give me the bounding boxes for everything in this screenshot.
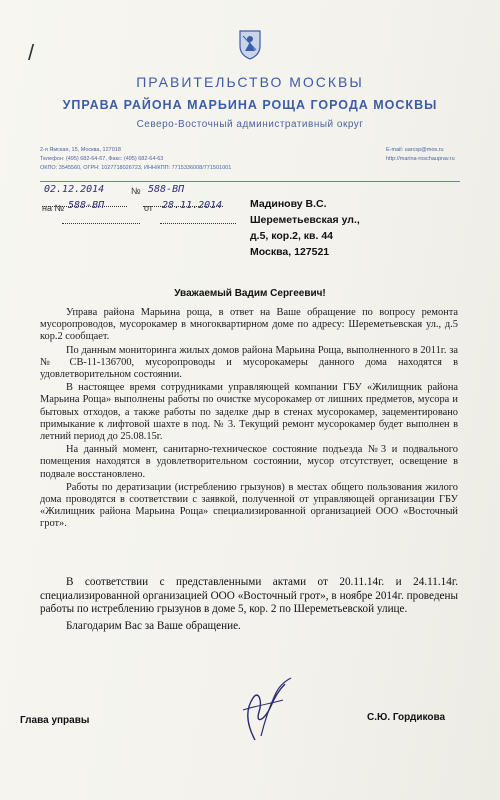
registration-number: 588-ВП: [148, 184, 185, 195]
moscow-coat-of-arms-icon: [237, 28, 263, 60]
signatory-name: С.Ю. Гордикова: [367, 712, 446, 723]
letterhead-district-office: УПРАВА РАЙОНА МАРЬИНА РОЩА ГОРОДА МОСКВЫ: [62, 98, 438, 112]
letterhead-government: ПРАВИТЕЛЬСТВО МОСКВЫ: [136, 74, 364, 90]
reference-number-line: [62, 211, 140, 224]
letter-body: [40, 307, 458, 531]
letterhead-website: http://marina-roschauprav.ru: [386, 156, 455, 162]
letter-body-continued: [40, 576, 458, 633]
reference-number: 588-ВП: [68, 200, 105, 211]
registration-date: 02.12.2014: [44, 184, 105, 195]
letterhead-codes: ОКПО: 3545560, ОГРН: 1027718026723, ИНН/КПП: 7715336008/771501001: [40, 165, 232, 171]
registration-number-sign: №: [131, 186, 141, 196]
body-paragraph: Управа района Марьина роща, в ответ на Ваше обращение по вопросу ремонта мусоропроводов, мусорокамер в многоквартирном доме по адресу: Шереметьевская ул., д.5 кор.2 сообщает.: [40, 307, 458, 343]
recipient-name: Мадинову В.С.: [250, 198, 327, 210]
reference-prefix: на №: [42, 203, 65, 213]
letterhead-address: 2-я Ямская, 15, Москва, 127018: [40, 147, 121, 153]
closing-thanks: Благодарим Вас за Ваше обращение.: [66, 619, 241, 632]
reference-date: 28.11.2014: [162, 200, 223, 211]
letterhead-okrug: Северо-Восточный административный округ: [136, 119, 364, 130]
recipient-building: д.5, кор.2, кв. 44: [250, 230, 334, 242]
recipient-street: Шереметьевская ул.,: [250, 214, 360, 226]
body-paragraph: В настоящее время сотрудниками управляющей компании ГБУ «Жилищник района Марьина Роща» выполнены работы по очистке мусорокамер от лишних предметов, мусора и бытовых отходов, а также работы по заделке дыр в стенах мусорокамер, зацементировано примыкание к лифтовой шахте в под. № 3. Текущий ремонт мусорокамер будет выполнен в летний период до 25.08.15г.: [40, 382, 458, 443]
letterhead-phone: Телефон: (495) 682-64-67, Факс: (495) 682-64-63: [40, 156, 164, 162]
letterhead-separator: [40, 181, 460, 182]
recipient-address: [250, 196, 360, 260]
body-paragraph: Работы по дератизации (истреблению грызунов) в местах общего пользования жилого дома проводятся в соответствии с заявкой, полученной от управляющей организации ГБУ «Жилищник района Марьина Роща» специализированной организацией ООО «Восточный грот».: [40, 481, 458, 530]
greeting: Уважаемый Вадим Сергеевич!: [174, 288, 326, 299]
body-paragraph: На данный момент, санитарно-техническое состояние подъезда №3 и подвального помещения находятся в удовлетворительном состоянии, мусор отсутствует, освещение в подвале восстановлено.: [40, 444, 458, 480]
reference-from: от: [144, 203, 153, 213]
recipient-city: Москва, 127521: [250, 246, 330, 258]
reference-date-line: [160, 211, 236, 224]
signatory-title: Глава управы: [20, 715, 90, 726]
body-paragraph: По данным мониторинга жилых домов района Марьина Роща, выполненного в 2011г. за № СВ-11-136700, мусоропроводы и мусорокамеры данного дома находятся в удовлетворительном состоянии.: [40, 344, 458, 381]
body-paragraph: В соответствии с представленными актами от 20.11.14г. и 24.11.14г. специализированной организацией ООО «Восточный грот», в ноябре 2014г. проведены работы по истреблению грызунов в доме 5, кор. 2 по Шереметьевской улице.: [40, 576, 458, 616]
corner-mark: /: [28, 40, 35, 65]
handwritten-signature-icon: [225, 670, 305, 745]
letterhead-email: E-mail: uarcsp@mos.ru: [386, 147, 444, 153]
